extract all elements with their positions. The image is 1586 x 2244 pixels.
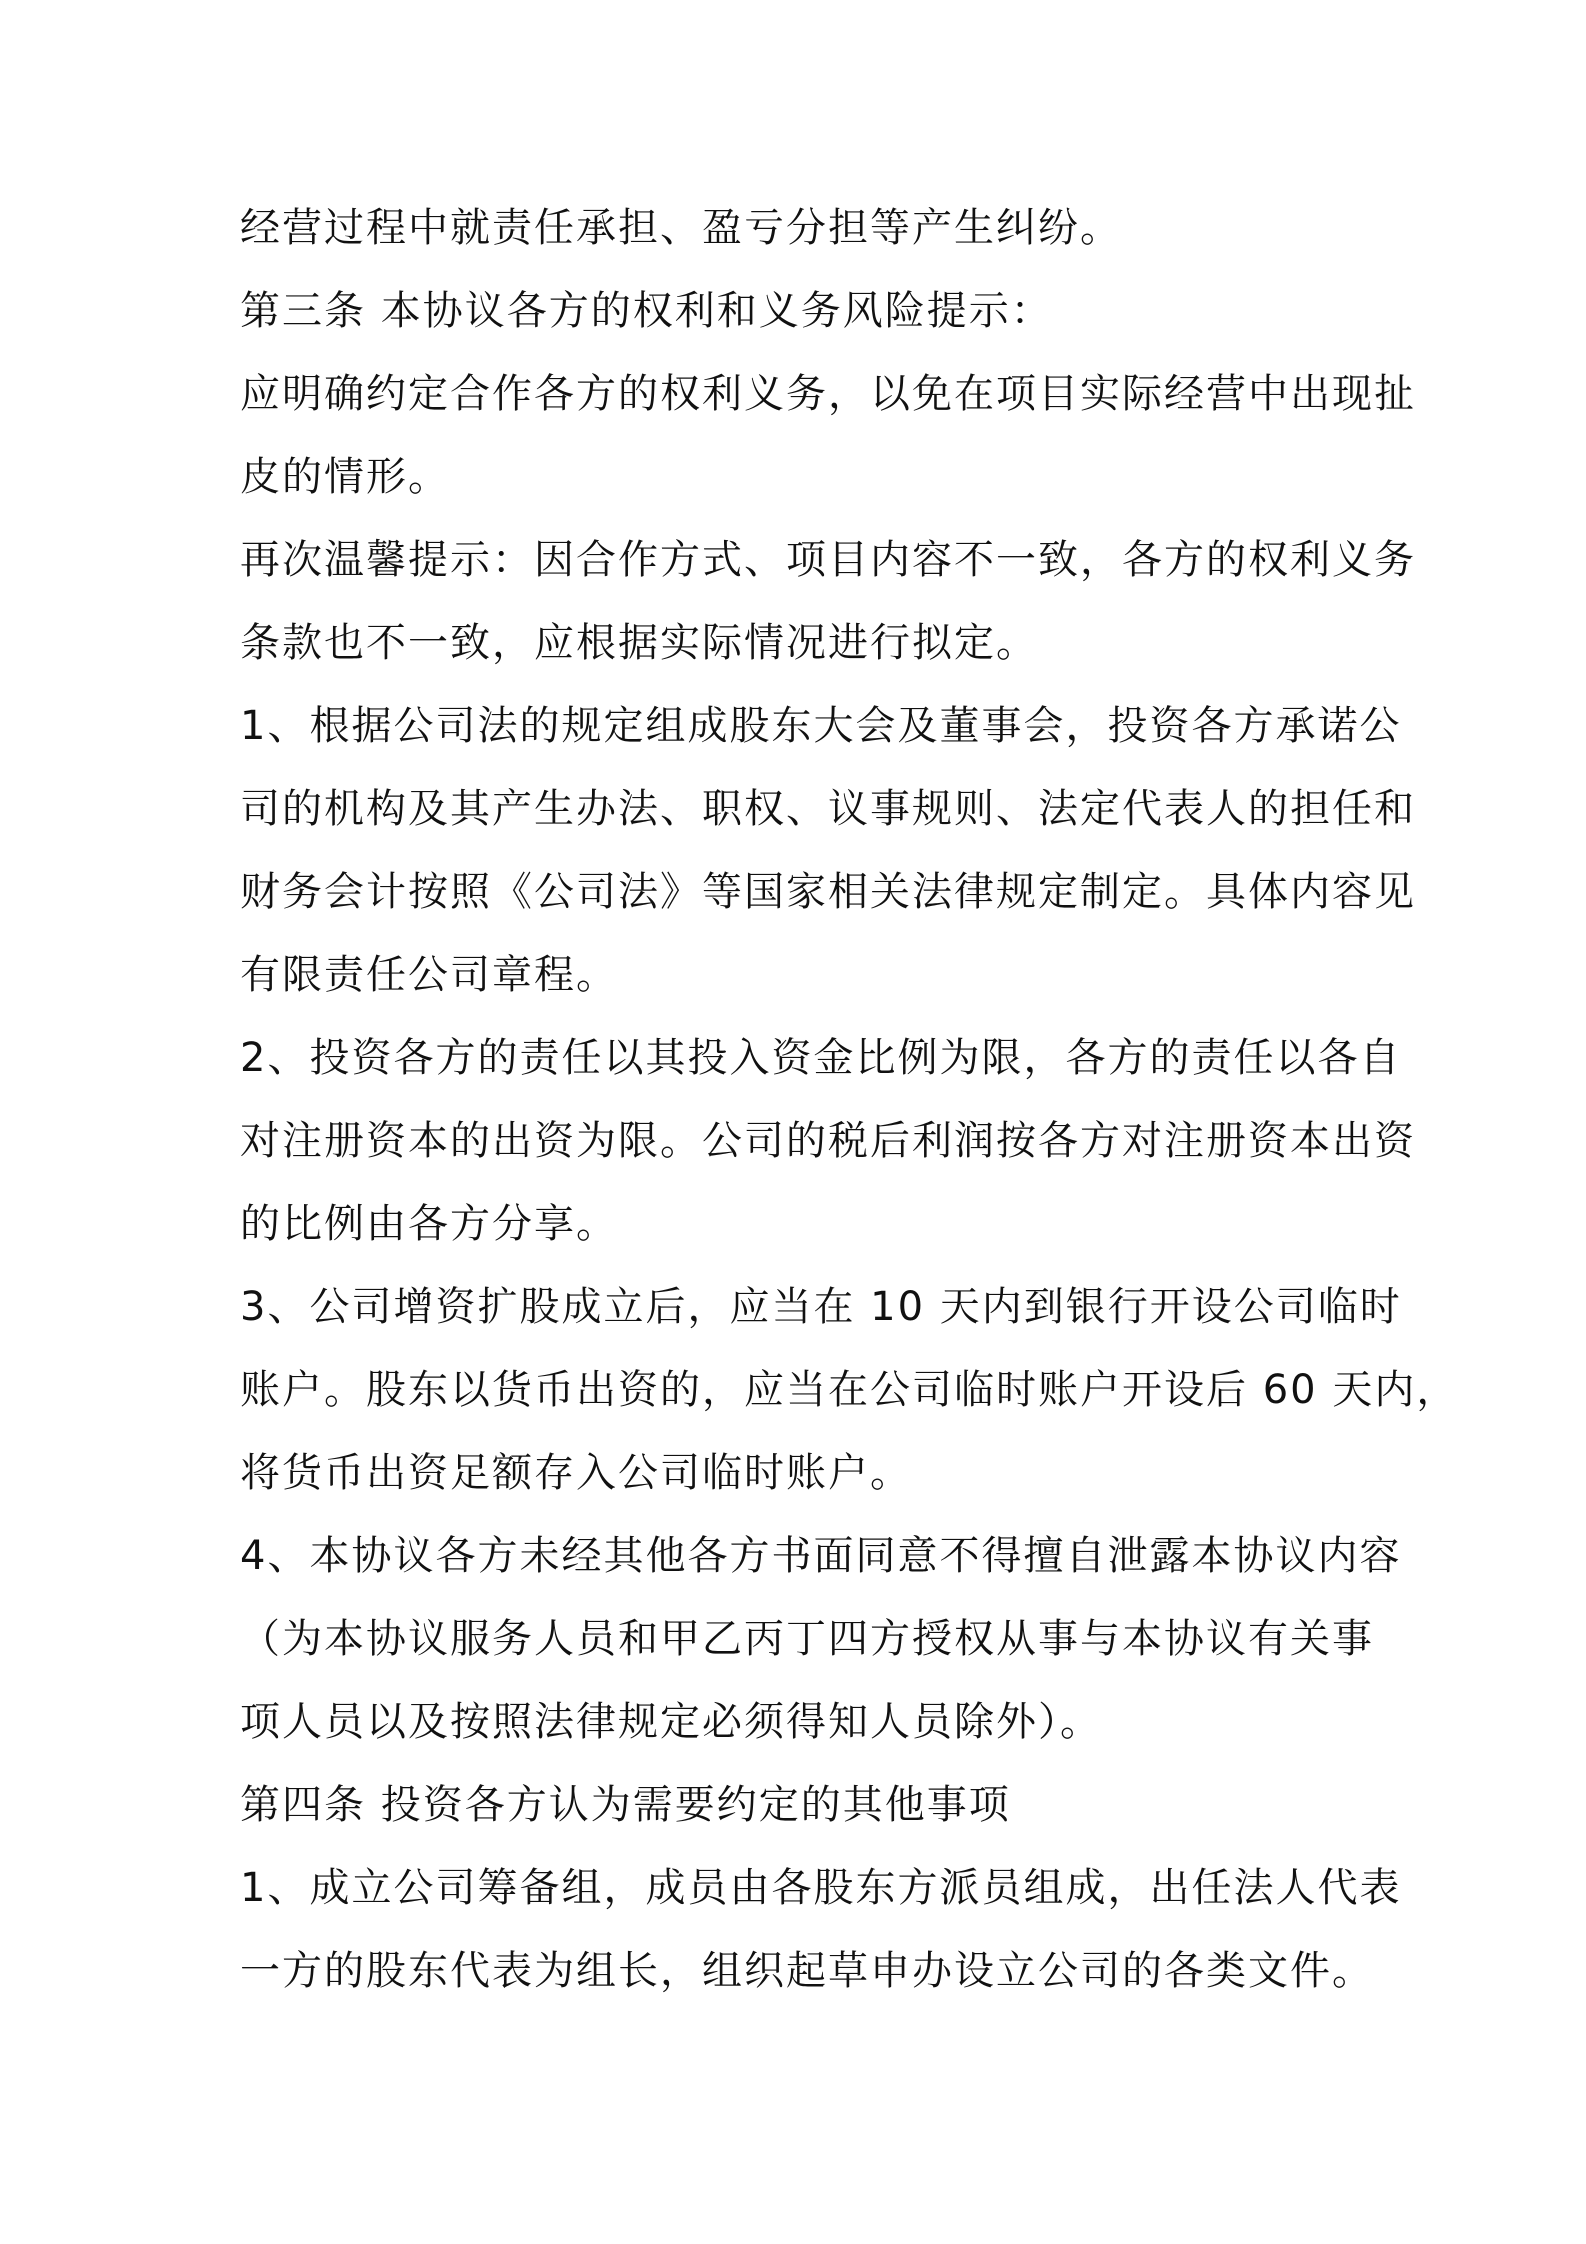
text-line: 将货币出资足额存入公司临时账户。 bbox=[240, 1450, 912, 1496]
text-line: 司的机构及其产生办法、职权、议事规则、法定代表人的担任和 bbox=[240, 786, 1416, 832]
text-line: 应明确约定合作各方的权利义务，以免在项目实际经营中出现扯 bbox=[240, 371, 1416, 417]
list-item: 1、成立公司筹备组，成员由各股东方派员组成，出任法人代表 bbox=[240, 1865, 1402, 1911]
text-line: 对注册资本的出资为限。公司的税后利润按各方对注册资本出资 bbox=[240, 1118, 1416, 1164]
text-line: （为本协议服务人员和甲乙丙丁四方授权从事与本协议有关事 bbox=[240, 1616, 1374, 1662]
text-line: 的比例由各方分享。 bbox=[240, 1201, 618, 1247]
text-line: 皮的情形。 bbox=[240, 454, 450, 500]
text-line: 经营过程中就责任承担、盈亏分担等产生纠纷。 bbox=[240, 205, 1122, 251]
text-line: 财务会计按照《公司法》等国家相关法律规定制定。具体内容见 bbox=[240, 869, 1416, 915]
text-line: 再次温馨提示：因合作方式、项目内容不一致，各方的权利义务 bbox=[240, 537, 1416, 583]
text-line: 账户。股东以货币出资的，应当在公司临时账户开设后 60 天内， bbox=[240, 1367, 1459, 1413]
article-heading: 第三条 本协议各方的权利和义务风险提示： bbox=[240, 288, 1053, 334]
list-item: 2、投资各方的责任以其投入资金比例为限，各方的责任以各自 bbox=[240, 1035, 1402, 1081]
list-item: 3、公司增资扩股成立后，应当在 10 天内到银行开设公司临时 bbox=[240, 1284, 1402, 1330]
text-line: 条款也不一致，应根据实际情况进行拟定。 bbox=[240, 620, 1038, 666]
text-line: 一方的股东代表为组长，组织起草申办设立公司的各类文件。 bbox=[240, 1948, 1374, 1994]
list-item: 4、本协议各方未经其他各方书面同意不得擅自泄露本协议内容 bbox=[240, 1533, 1402, 1579]
text-line: 有限责任公司章程。 bbox=[240, 952, 618, 998]
text-line: 项人员以及按照法律规定必须得知人员除外）。 bbox=[240, 1699, 1102, 1745]
article-heading: 第四条 投资各方认为需要约定的其他事项 bbox=[240, 1782, 1011, 1828]
list-item: 1、根据公司法的规定组成股东大会及董事会，投资各方承诺公 bbox=[240, 703, 1402, 749]
